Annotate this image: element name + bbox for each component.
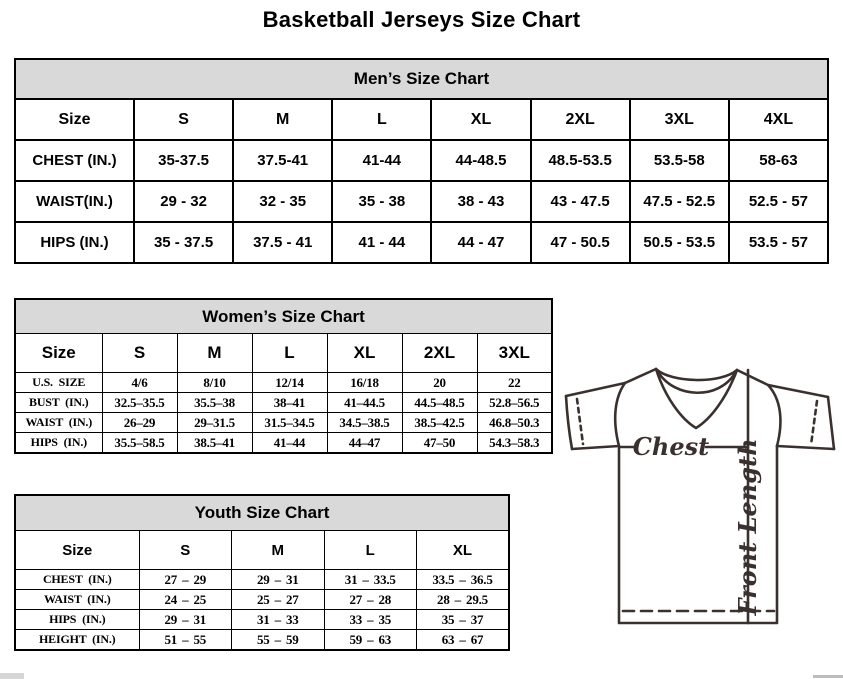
table-title: Youth Size Chart — [15, 495, 509, 531]
column-header: XL — [327, 334, 402, 373]
jersey-left-sleeve-outer — [566, 396, 572, 449]
cell: 27 – 29 — [139, 570, 232, 590]
table-row — [15, 630, 509, 651]
size-header-row — [15, 99, 828, 140]
cell: 35 - 38 — [332, 181, 431, 222]
jersey-measurement-diagram — [553, 357, 843, 649]
youth-size-chart-table — [14, 494, 510, 651]
column-header: Size — [15, 531, 139, 570]
jersey-right-cuff-stitch — [811, 401, 817, 445]
cell: 48.5-53.5 — [531, 140, 630, 181]
row-label: CHEST (IN.) — [15, 570, 139, 590]
table-row — [15, 140, 828, 181]
chest-label: Chest — [632, 432, 710, 461]
column-header: 4XL — [729, 99, 828, 140]
cell: 44–47 — [327, 433, 402, 454]
cell: 59 – 63 — [324, 630, 417, 651]
screen-edge-fragment-right — [813, 675, 843, 678]
cell: 41-44 — [332, 140, 431, 181]
cell: 44 - 47 — [431, 222, 530, 263]
cell: 31.5–34.5 — [252, 413, 327, 433]
cell: 33 – 35 — [324, 610, 417, 630]
cell: 16/18 — [327, 373, 402, 393]
cell: 8/10 — [177, 373, 252, 393]
cell: 34.5–38.5 — [327, 413, 402, 433]
cell: 31 – 33.5 — [324, 570, 417, 590]
row-label: HIPS (IN.) — [15, 222, 134, 263]
jersey-left-sleeve-bottom — [572, 446, 619, 449]
cell: 20 — [402, 373, 477, 393]
column-header: L — [324, 531, 417, 570]
cell: 41 - 44 — [332, 222, 431, 263]
cell: 44-48.5 — [431, 140, 530, 181]
cell: 31 – 33 — [232, 610, 325, 630]
jersey-right-sleeve-bottom — [777, 446, 834, 449]
column-header: 3XL — [630, 99, 729, 140]
cell: 26–29 — [102, 413, 177, 433]
jersey-left-cuff-stitch — [577, 399, 583, 444]
cell: 38 - 43 — [431, 181, 530, 222]
cell: 51 – 55 — [139, 630, 232, 651]
column-header: S — [102, 334, 177, 373]
table-row — [15, 222, 828, 263]
cell: 22 — [477, 373, 552, 393]
row-label: CHEST (IN.) — [15, 140, 134, 181]
cell: 25 – 27 — [232, 590, 325, 610]
column-header: XL — [431, 99, 530, 140]
cell: 53.5-58 — [630, 140, 729, 181]
cell: 28 – 29.5 — [417, 590, 510, 610]
cell: 37.5-41 — [233, 140, 332, 181]
table-title: Women’s Size Chart — [15, 299, 552, 334]
cell: 29 - 32 — [134, 181, 233, 222]
cell: 33.5 – 36.5 — [417, 570, 510, 590]
front-length-label: Front Length — [733, 438, 762, 616]
table-title-row — [15, 495, 509, 531]
row-label: U.S. SIZE — [15, 373, 102, 393]
row-label: HEIGHT (IN.) — [15, 630, 139, 651]
cell: 35 - 37.5 — [134, 222, 233, 263]
jersey-right-armhole — [768, 385, 780, 446]
jersey-right-shoulder — [737, 370, 828, 397]
cell: 41–44 — [252, 433, 327, 454]
column-header: L — [332, 99, 431, 140]
table-row — [15, 610, 509, 630]
cell: 32 - 35 — [233, 181, 332, 222]
cell: 63 – 67 — [417, 630, 510, 651]
column-header: M — [232, 531, 325, 570]
cell: 54.3–58.3 — [477, 433, 552, 454]
cell: 41–44.5 — [327, 393, 402, 413]
column-header: Size — [15, 99, 134, 140]
cell: 37.5 - 41 — [233, 222, 332, 263]
mens-size-chart-table — [14, 58, 829, 264]
table-row — [15, 181, 828, 222]
cell: 52.5 - 57 — [729, 181, 828, 222]
cell: 35.5–38 — [177, 393, 252, 413]
cell: 53.5 - 57 — [729, 222, 828, 263]
cell: 27 – 28 — [324, 590, 417, 610]
column-header: S — [134, 99, 233, 140]
cell: 38.5–42.5 — [402, 413, 477, 433]
table-row — [15, 570, 509, 590]
cell: 43 - 47.5 — [531, 181, 630, 222]
row-label: HIPS (IN.) — [15, 610, 139, 630]
table-title-row — [15, 299, 552, 334]
table-row — [15, 413, 552, 433]
table-row — [15, 373, 552, 393]
row-label: HIPS (IN.) — [15, 433, 102, 454]
cell: 50.5 - 53.5 — [630, 222, 729, 263]
jersey-collar-rib-outer — [656, 369, 737, 380]
row-label: BUST (IN.) — [15, 393, 102, 413]
cell: 35-37.5 — [134, 140, 233, 181]
jersey-left-armhole — [615, 383, 625, 446]
cell: 38.5–41 — [177, 433, 252, 454]
column-header: 2XL — [402, 334, 477, 373]
cell: 29–31.5 — [177, 413, 252, 433]
womens-size-chart-table — [14, 298, 553, 454]
cell: 47.5 - 52.5 — [630, 181, 729, 222]
table-row — [15, 590, 509, 610]
cell: 47–50 — [402, 433, 477, 454]
cell: 12/14 — [252, 373, 327, 393]
size-header-row — [15, 334, 552, 373]
column-header: Size — [15, 334, 102, 373]
cell: 44.5–48.5 — [402, 393, 477, 413]
cell: 24 – 25 — [139, 590, 232, 610]
cell: 46.8–50.3 — [477, 413, 552, 433]
column-header: M — [233, 99, 332, 140]
row-label: WAIST(IN.) — [15, 181, 134, 222]
size-header-row — [15, 531, 509, 570]
table-title-row — [15, 59, 828, 99]
row-label: WAIST (IN.) — [15, 413, 102, 433]
cell: 52.8–56.5 — [477, 393, 552, 413]
cell: 29 – 31 — [139, 610, 232, 630]
column-header: S — [139, 531, 232, 570]
cell: 29 – 31 — [232, 570, 325, 590]
cell: 47 - 50.5 — [531, 222, 630, 263]
jersey-left-shoulder — [566, 369, 656, 396]
cell: 58-63 — [729, 140, 828, 181]
cell: 32.5–35.5 — [102, 393, 177, 413]
column-header: 2XL — [531, 99, 630, 140]
row-label: WAIST (IN.) — [15, 590, 139, 610]
cell: 4/6 — [102, 373, 177, 393]
jersey-vneck — [656, 369, 737, 428]
table-title: Men’s Size Chart — [15, 59, 828, 99]
column-header: M — [177, 334, 252, 373]
cell: 38–41 — [252, 393, 327, 413]
page-title: Basketball Jerseys Size Chart — [262, 7, 581, 32]
cell: 35.5–58.5 — [102, 433, 177, 454]
cell: 35 – 37 — [417, 610, 510, 630]
column-header: XL — [417, 531, 510, 570]
jersey-outline-icon — [553, 357, 843, 649]
table-row — [15, 393, 552, 413]
screen-edge-fragment-left — [0, 673, 24, 679]
column-header: 3XL — [477, 334, 552, 373]
table-row — [15, 433, 552, 454]
column-header: L — [252, 334, 327, 373]
jersey-right-sleeve-outer — [828, 397, 834, 449]
cell: 55 – 59 — [232, 630, 325, 651]
